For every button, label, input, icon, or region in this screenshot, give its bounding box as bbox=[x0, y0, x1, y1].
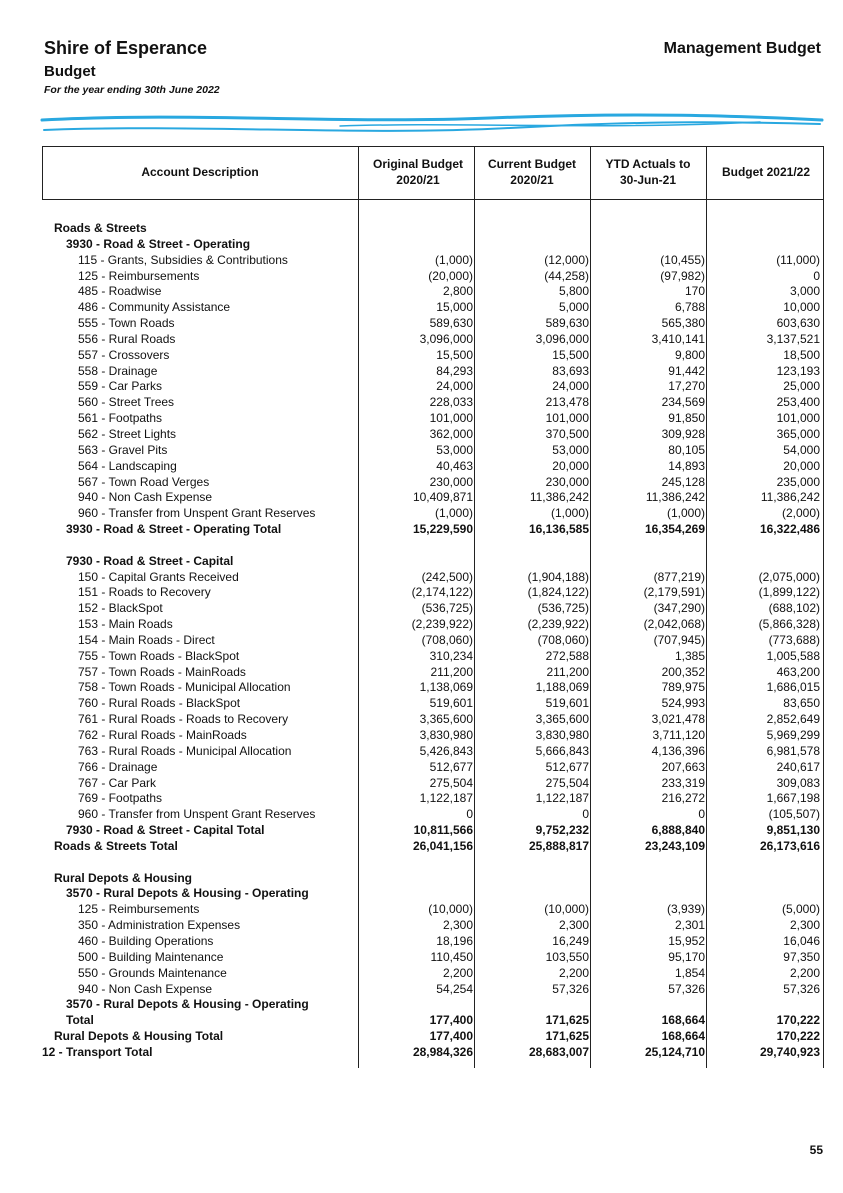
row-description: 7930 - Road & Street - Capital bbox=[66, 553, 234, 568]
row-value: (877,219) bbox=[653, 569, 705, 584]
row-value: 20,000 bbox=[783, 458, 820, 473]
row-description: 550 - Grounds Maintenance bbox=[78, 965, 227, 980]
row-value: (708,060) bbox=[537, 632, 589, 647]
table-row bbox=[42, 649, 824, 665]
col-header-description: Account Description bbox=[141, 165, 259, 179]
row-description: 350 - Administration Expenses bbox=[78, 918, 241, 933]
row-value: 1,122,187 bbox=[419, 791, 473, 806]
row-value: 28,984,326 bbox=[412, 1044, 473, 1059]
row-value: (707,945) bbox=[653, 632, 705, 647]
col-header-budget-2021-22: Budget 2021/22 bbox=[721, 165, 811, 179]
row-value: (2,179,591) bbox=[643, 585, 705, 600]
row-value: 1,122,187 bbox=[535, 791, 589, 806]
document-type: Management Budget bbox=[663, 40, 821, 57]
row-value: 11,386,242 bbox=[760, 490, 820, 505]
row-value: 512,677 bbox=[429, 759, 473, 774]
row-value: 6,788 bbox=[674, 300, 705, 315]
row-value: 1,385 bbox=[674, 648, 705, 663]
row-value: 275,504 bbox=[429, 775, 473, 790]
row-value: 463,200 bbox=[776, 664, 820, 679]
row-value: 5,800 bbox=[558, 284, 589, 299]
row-value: 362,000 bbox=[429, 426, 473, 441]
budget-table bbox=[42, 146, 824, 1068]
row-description: 150 - Capital Grants Received bbox=[78, 569, 239, 584]
table-row bbox=[42, 332, 824, 348]
page-number: 55 bbox=[809, 1143, 823, 1157]
row-value: (2,239,922) bbox=[527, 617, 589, 632]
row-value: (10,455) bbox=[660, 252, 705, 267]
row-value: 101,000 bbox=[429, 411, 473, 426]
row-description: 500 - Building Maintenance bbox=[78, 949, 224, 964]
row-description: 153 - Main Roads bbox=[78, 617, 173, 632]
row-value: 53,000 bbox=[552, 442, 589, 457]
row-value: 97,350 bbox=[783, 949, 820, 964]
table-row bbox=[42, 807, 824, 823]
row-value: 20,000 bbox=[552, 458, 589, 473]
row-value: 171,625 bbox=[545, 1013, 589, 1028]
row-value: 54,254 bbox=[436, 981, 473, 996]
row-value: (2,000) bbox=[781, 506, 820, 521]
table-row bbox=[42, 364, 824, 380]
row-value: 123,193 bbox=[776, 363, 820, 378]
table-row bbox=[42, 570, 824, 586]
row-value: 103,550 bbox=[545, 949, 589, 964]
brand-swoosh-icon bbox=[40, 110, 830, 140]
row-description: 562 - Street Lights bbox=[78, 426, 177, 441]
row-value: (242,500) bbox=[421, 569, 473, 584]
row-description: 960 - Transfer from Unspent Grant Reserves bbox=[78, 807, 316, 822]
row-description: 125 - Reimbursements bbox=[78, 902, 200, 917]
row-value: 18,196 bbox=[436, 933, 473, 948]
row-value: 0 bbox=[582, 807, 589, 822]
row-value: 519,601 bbox=[429, 696, 473, 711]
row-description: 154 - Main Roads - Direct bbox=[78, 632, 215, 647]
row-description: 485 - Roadwise bbox=[78, 284, 162, 299]
report-header bbox=[44, 38, 220, 96]
table-row bbox=[42, 506, 824, 522]
table-row bbox=[42, 744, 824, 760]
row-value: 0 bbox=[466, 807, 473, 822]
table-row bbox=[42, 1013, 824, 1029]
report-period: For the year ending 30th June 2022 bbox=[44, 84, 220, 96]
row-value: 29,740,923 bbox=[759, 1044, 820, 1059]
table-row bbox=[42, 696, 824, 712]
col-header-ytd-actuals: YTD Actuals to 30-Jun-21 bbox=[605, 157, 691, 187]
table-row bbox=[42, 997, 824, 1013]
row-value: 2,200 bbox=[558, 965, 589, 980]
table-row bbox=[42, 284, 824, 300]
row-value: 16,354,269 bbox=[644, 522, 705, 537]
row-value: 10,811,566 bbox=[413, 823, 473, 838]
row-value: 16,136,585 bbox=[528, 522, 589, 537]
row-value: 28,683,007 bbox=[528, 1044, 589, 1059]
table-row bbox=[42, 823, 824, 839]
table-row bbox=[42, 665, 824, 681]
row-value: 2,800 bbox=[442, 284, 473, 299]
row-description: 556 - Rural Roads bbox=[78, 331, 176, 346]
row-description: Rural Depots & Housing Total bbox=[54, 1029, 224, 1044]
row-description: 763 - Rural Roads - Municipal Allocation bbox=[78, 743, 292, 758]
row-value: 15,500 bbox=[436, 347, 473, 362]
row-value: 3,137,521 bbox=[766, 331, 820, 346]
row-value: 10,409,871 bbox=[412, 490, 473, 505]
row-description: 3930 - Road & Street - Operating Total bbox=[66, 522, 282, 537]
row-value: 365,000 bbox=[776, 426, 820, 441]
row-value: 16,322,486 bbox=[759, 522, 820, 537]
organisation-name: Shire of Esperance bbox=[44, 38, 208, 58]
row-description: 758 - Town Roads - Municipal Allocation bbox=[78, 680, 291, 695]
table-row bbox=[42, 1045, 824, 1061]
row-value: (2,042,068) bbox=[643, 617, 705, 632]
row-value: 14,893 bbox=[668, 458, 705, 473]
row-value: (708,060) bbox=[421, 632, 473, 647]
row-value: 57,326 bbox=[783, 981, 820, 996]
row-value: 16,046 bbox=[783, 933, 820, 948]
table-row bbox=[42, 348, 824, 364]
row-value: 589,630 bbox=[545, 316, 589, 331]
row-value: 5,969,299 bbox=[766, 728, 820, 742]
row-value: 1,854 bbox=[674, 965, 705, 980]
row-value: 53,000 bbox=[436, 442, 473, 457]
row-value: 272,588 bbox=[545, 648, 589, 663]
row-value: 40,463 bbox=[436, 458, 473, 473]
table-row bbox=[42, 855, 824, 871]
row-value: 207,663 bbox=[661, 759, 705, 774]
row-value: 211,200 bbox=[430, 664, 473, 679]
table-row bbox=[42, 237, 824, 253]
row-description: 940 - Non Cash Expense bbox=[78, 981, 213, 996]
table-row bbox=[42, 871, 824, 887]
row-description: 555 - Town Roads bbox=[78, 316, 175, 331]
row-value: 6,888,840 bbox=[651, 823, 705, 838]
row-value: (1,824,122) bbox=[527, 585, 589, 600]
row-value: 170,222 bbox=[776, 1013, 820, 1028]
row-value: 11,386,242 bbox=[645, 490, 705, 505]
row-value: 91,442 bbox=[668, 363, 705, 378]
row-value: (2,174,122) bbox=[411, 585, 473, 600]
row-description: 3570 - Rural Depots & Housing - Operating bbox=[66, 997, 309, 1012]
row-value: 1,686,015 bbox=[766, 680, 820, 695]
row-value: (1,000) bbox=[666, 506, 705, 521]
table-row bbox=[42, 554, 824, 570]
row-description: 561 - Footpaths bbox=[78, 411, 163, 426]
row-value: 2,301 bbox=[674, 918, 705, 933]
row-description: 761 - Rural Roads - Roads to Recovery bbox=[78, 712, 289, 727]
row-value: 0 bbox=[813, 268, 820, 283]
row-value: (5,866,328) bbox=[758, 617, 820, 632]
table-row bbox=[42, 522, 824, 538]
row-value: 24,000 bbox=[552, 379, 589, 394]
row-description: 557 - Crossovers bbox=[78, 347, 170, 362]
row-value: 9,851,130 bbox=[766, 823, 820, 838]
row-value: 5,426,843 bbox=[419, 743, 473, 758]
row-value: 16,249 bbox=[552, 933, 589, 948]
row-value: 57,326 bbox=[668, 981, 705, 996]
row-value: (12,000) bbox=[544, 252, 589, 267]
row-value: (536,725) bbox=[537, 601, 589, 616]
row-value: 9,752,232 bbox=[535, 823, 589, 838]
row-value: 230,000 bbox=[429, 474, 473, 489]
row-value: 4,136,396 bbox=[651, 743, 705, 758]
row-value: 170 bbox=[684, 284, 705, 299]
row-value: 0 bbox=[698, 807, 705, 822]
row-value: 216,272 bbox=[661, 791, 705, 806]
row-value: 25,124,710 bbox=[644, 1044, 705, 1059]
row-value: 524,993 bbox=[661, 696, 705, 711]
table-row bbox=[42, 791, 824, 807]
row-value: (105,507) bbox=[768, 807, 820, 822]
table-row bbox=[42, 617, 824, 633]
row-value: (1,904,188) bbox=[527, 569, 589, 584]
row-description: Rural Depots & Housing bbox=[54, 870, 193, 885]
table-row bbox=[42, 585, 824, 601]
row-description: 115 - Grants, Subsidies & Contributions bbox=[78, 252, 288, 267]
row-description: 152 - BlackSpot bbox=[78, 601, 163, 616]
table-row bbox=[42, 950, 824, 966]
row-description: 558 - Drainage bbox=[78, 363, 158, 378]
row-value: 3,365,600 bbox=[535, 712, 589, 727]
row-value: 83,650 bbox=[783, 696, 820, 711]
row-value: 15,952 bbox=[668, 933, 705, 948]
row-value: 15,000 bbox=[436, 300, 473, 315]
table-row bbox=[42, 379, 824, 395]
row-value: 17,270 bbox=[668, 379, 705, 394]
table-row bbox=[42, 411, 824, 427]
row-description: 767 - Car Park bbox=[78, 775, 157, 790]
row-value: 10,000 bbox=[783, 300, 820, 315]
table-row bbox=[42, 475, 824, 491]
row-value: 2,200 bbox=[442, 965, 473, 980]
row-value: 233,319 bbox=[661, 775, 705, 790]
row-value: 512,677 bbox=[545, 759, 589, 774]
table-row bbox=[42, 934, 824, 950]
table-row bbox=[42, 760, 824, 776]
row-value: 15,229,590 bbox=[412, 522, 473, 537]
col-header-original-budget: Original Budget 2020/21 bbox=[373, 157, 463, 187]
row-value: 9,800 bbox=[674, 347, 705, 362]
row-value: 3,365,600 bbox=[419, 712, 473, 727]
row-value: 213,478 bbox=[545, 395, 589, 410]
table-row bbox=[42, 269, 824, 285]
table-row bbox=[42, 776, 824, 792]
row-value: 211,200 bbox=[546, 664, 589, 679]
row-value: 3,410,141 bbox=[651, 331, 705, 346]
row-value: 83,693 bbox=[552, 363, 589, 378]
row-value: 57,326 bbox=[552, 981, 589, 996]
table-row bbox=[42, 490, 824, 506]
row-description: 760 - Rural Roads - BlackSpot bbox=[78, 696, 241, 711]
row-value: 234,569 bbox=[661, 395, 705, 410]
table-row bbox=[42, 966, 824, 982]
row-description: 3570 - Rural Depots & Housing - Operating bbox=[66, 886, 309, 901]
row-value: 200,352 bbox=[661, 664, 705, 679]
row-value: (44,258) bbox=[544, 268, 589, 283]
row-value: 3,021,478 bbox=[651, 712, 705, 727]
row-description: 567 - Town Road Verges bbox=[78, 474, 210, 489]
row-description: 757 - Town Roads - MainRoads bbox=[78, 664, 246, 679]
row-value: 6,981,578 bbox=[766, 743, 820, 758]
row-value: (20,000) bbox=[428, 268, 473, 283]
row-description: Total bbox=[66, 1013, 94, 1028]
row-value: 1,005,588 bbox=[766, 648, 820, 663]
row-description: 564 - Landscaping bbox=[78, 458, 177, 473]
row-value: 101,000 bbox=[776, 411, 820, 426]
row-description: 486 - Community Assistance bbox=[78, 300, 231, 315]
row-value: 54,000 bbox=[783, 442, 820, 457]
table-row bbox=[42, 902, 824, 918]
row-value: (2,075,000) bbox=[758, 569, 820, 584]
row-value: (1,000) bbox=[550, 506, 589, 521]
row-description: 560 - Street Trees bbox=[78, 395, 175, 410]
table-row bbox=[42, 443, 824, 459]
row-value: 177,400 bbox=[429, 1029, 473, 1044]
row-description: 762 - Rural Roads - MainRoads bbox=[78, 728, 247, 742]
row-value: 309,928 bbox=[661, 426, 705, 441]
table-row bbox=[42, 1029, 824, 1045]
row-value: 26,041,156 bbox=[412, 838, 473, 853]
row-value: 3,096,000 bbox=[419, 331, 473, 346]
row-description: 460 - Building Operations bbox=[78, 933, 214, 948]
row-value: 84,293 bbox=[436, 363, 473, 378]
row-value: 309,083 bbox=[776, 775, 820, 790]
row-value: 80,105 bbox=[668, 442, 705, 457]
row-value: 25,888,817 bbox=[528, 838, 589, 853]
row-value: 15,500 bbox=[552, 347, 589, 362]
row-value: 24,000 bbox=[436, 379, 473, 394]
row-description: 563 - Gravel Pits bbox=[78, 442, 168, 457]
row-value: 95,170 bbox=[668, 949, 705, 964]
row-value: (5,000) bbox=[781, 902, 820, 917]
row-value: 5,666,843 bbox=[535, 743, 589, 758]
row-value: 2,300 bbox=[789, 918, 820, 933]
row-value: 789,975 bbox=[661, 680, 705, 695]
row-value: 2,200 bbox=[789, 965, 820, 980]
table-row bbox=[42, 427, 824, 443]
table-row bbox=[42, 300, 824, 316]
row-value: (2,239,922) bbox=[411, 617, 473, 632]
table-row bbox=[42, 712, 824, 728]
table-row bbox=[42, 221, 824, 237]
row-value: 18,500 bbox=[783, 347, 820, 362]
row-value: (536,725) bbox=[421, 601, 473, 616]
row-value: 91,850 bbox=[668, 411, 705, 426]
row-value: 26,173,616 bbox=[759, 838, 820, 853]
row-value: 565,380 bbox=[661, 316, 705, 331]
row-value: 2,852,649 bbox=[766, 712, 820, 727]
row-value: 170,222 bbox=[776, 1029, 820, 1044]
row-value: (11,000) bbox=[776, 252, 820, 267]
table-row bbox=[42, 886, 824, 902]
table-body bbox=[42, 221, 824, 1061]
row-value: 168,664 bbox=[661, 1013, 705, 1028]
table-row bbox=[42, 459, 824, 475]
table-row bbox=[42, 728, 824, 744]
row-value: 171,625 bbox=[545, 1029, 589, 1044]
row-value: (773,688) bbox=[768, 632, 820, 647]
row-value: (97,982) bbox=[660, 268, 705, 283]
row-value: 11,386,242 bbox=[529, 490, 589, 505]
row-value: 101,000 bbox=[545, 411, 589, 426]
row-value: 3,711,120 bbox=[652, 728, 705, 742]
table-row bbox=[42, 839, 824, 855]
row-description: Roads & Streets bbox=[54, 221, 147, 235]
row-value: (10,000) bbox=[428, 902, 473, 917]
row-description: 940 - Non Cash Expense bbox=[78, 490, 213, 505]
row-description: Roads & Streets Total bbox=[54, 838, 178, 853]
table-row bbox=[42, 395, 824, 411]
table-row bbox=[42, 253, 824, 269]
report-subtitle: Budget bbox=[44, 63, 96, 80]
table-row bbox=[42, 316, 824, 332]
row-value: 25,000 bbox=[783, 379, 820, 394]
table-row bbox=[42, 918, 824, 934]
table-row bbox=[42, 538, 824, 554]
row-value: (1,000) bbox=[434, 252, 473, 267]
row-value: 2,300 bbox=[558, 918, 589, 933]
row-description: 125 - Reimbursements bbox=[78, 268, 200, 283]
row-value: 230,000 bbox=[545, 474, 589, 489]
row-value: 1,667,198 bbox=[766, 791, 820, 806]
row-description: 3930 - Road & Street - Operating bbox=[66, 236, 251, 251]
row-value: 519,601 bbox=[545, 696, 589, 711]
row-value: (1,000) bbox=[434, 506, 473, 521]
row-description: 769 - Footpaths bbox=[78, 791, 163, 806]
row-value: 275,504 bbox=[545, 775, 589, 790]
row-value: 228,033 bbox=[429, 395, 473, 410]
row-value: 168,664 bbox=[661, 1029, 705, 1044]
row-value: 3,000 bbox=[789, 284, 820, 299]
row-description: 766 - Drainage bbox=[78, 759, 158, 774]
row-value: 253,400 bbox=[776, 395, 820, 410]
table-row bbox=[42, 601, 824, 617]
row-value: 3,830,980 bbox=[535, 728, 589, 742]
row-description: 559 - Car Parks bbox=[78, 379, 163, 394]
row-value: 370,500 bbox=[545, 426, 589, 441]
row-value: 5,000 bbox=[558, 300, 589, 315]
row-value: 240,617 bbox=[776, 759, 820, 774]
table-row bbox=[42, 680, 824, 696]
row-description: 755 - Town Roads - BlackSpot bbox=[78, 648, 240, 663]
row-value: 589,630 bbox=[429, 316, 473, 331]
row-value: 603,630 bbox=[776, 316, 820, 331]
row-value: 1,138,069 bbox=[419, 680, 473, 695]
row-value: 235,000 bbox=[776, 474, 820, 489]
row-description: 960 - Transfer from Unspent Grant Reserves bbox=[78, 506, 316, 521]
row-value: 23,243,109 bbox=[644, 838, 705, 853]
col-header-current-budget: Current Budget 2020/21 bbox=[488, 157, 576, 187]
row-description: 7930 - Road & Street - Capital Total bbox=[66, 823, 265, 838]
row-value: (347,290) bbox=[653, 601, 705, 616]
row-value: 177,400 bbox=[429, 1013, 473, 1028]
table-row bbox=[42, 982, 824, 998]
row-value: 245,128 bbox=[661, 474, 705, 489]
row-description: 12 - Transport Total bbox=[42, 1044, 153, 1059]
row-value: 1,188,069 bbox=[535, 680, 589, 695]
row-value: 2,300 bbox=[442, 918, 473, 933]
row-value: 310,234 bbox=[429, 648, 473, 663]
row-description: 151 - Roads to Recovery bbox=[78, 585, 211, 600]
row-value: 3,830,980 bbox=[419, 728, 473, 742]
row-value: 110,450 bbox=[430, 949, 473, 964]
table-row bbox=[42, 633, 824, 649]
row-value: (3,939) bbox=[666, 902, 705, 917]
row-value: 3,096,000 bbox=[535, 331, 589, 346]
row-value: (10,000) bbox=[544, 902, 589, 917]
row-value: (688,102) bbox=[768, 601, 820, 616]
row-value: (1,899,122) bbox=[758, 585, 820, 600]
